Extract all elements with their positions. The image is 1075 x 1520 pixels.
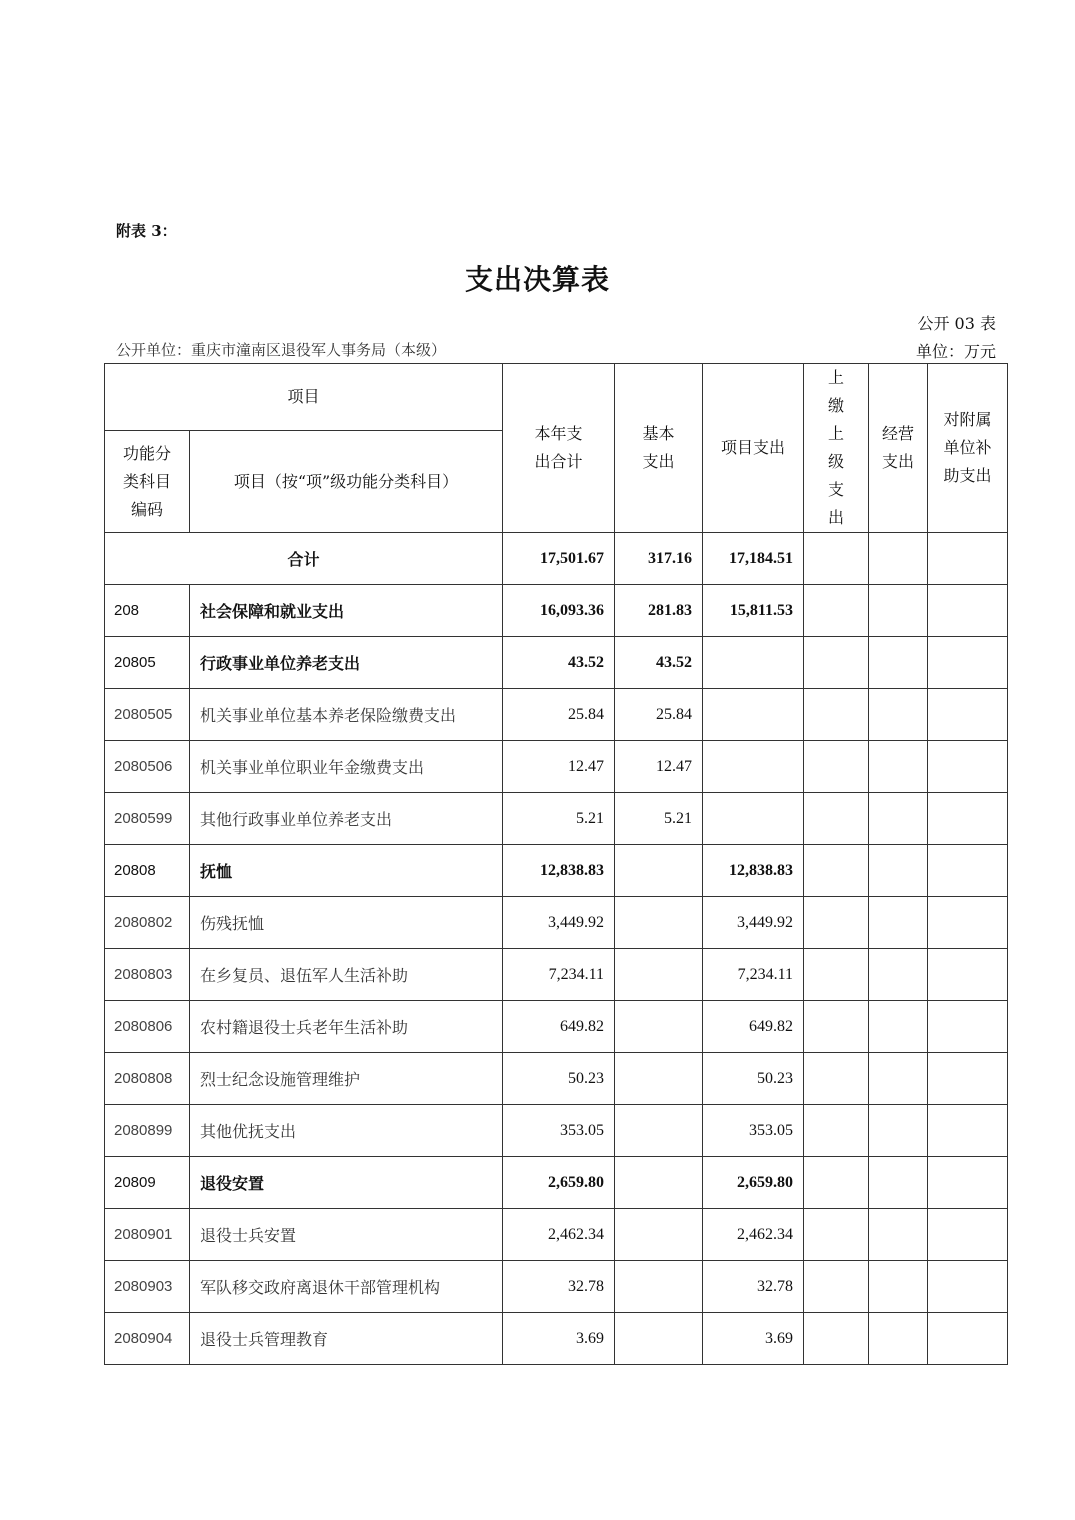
row-name: 社会保障和就业支出 <box>190 585 503 637</box>
row-upper <box>804 741 869 793</box>
row-name: 抚恤 <box>190 845 503 897</box>
row-total: 12.47 <box>503 741 615 793</box>
row-total: 2,462.34 <box>503 1209 615 1261</box>
row-business <box>869 1209 928 1261</box>
row-project: 15,811.53 <box>703 585 804 637</box>
row-project: 50.23 <box>703 1053 804 1105</box>
header-upper: 上缴上级支出 <box>804 364 869 533</box>
row-upper <box>804 585 869 637</box>
total-label: 合计 <box>105 533 503 585</box>
total-row <box>105 533 1008 585</box>
row-total: 353.05 <box>503 1105 615 1157</box>
row-code: 2080904 <box>105 1313 190 1365</box>
table-row <box>105 1209 1008 1261</box>
row-subsidiary <box>928 949 1008 1001</box>
row-project: 2,659.80 <box>703 1157 804 1209</box>
row-basic <box>615 949 703 1001</box>
row-subsidiary <box>928 741 1008 793</box>
row-code: 20809 <box>105 1157 190 1209</box>
header-project: 项目支出 <box>703 364 804 533</box>
row-upper <box>804 1261 869 1313</box>
table-row <box>105 741 1008 793</box>
row-upper <box>804 949 869 1001</box>
total-amount: 17,501.67 <box>503 533 615 585</box>
row-project: 3,449.92 <box>703 897 804 949</box>
table-row <box>105 1053 1008 1105</box>
row-subsidiary <box>928 793 1008 845</box>
row-subsidiary <box>928 1157 1008 1209</box>
table-row <box>105 949 1008 1001</box>
total-basic: 317.16 <box>615 533 703 585</box>
row-subsidiary <box>928 845 1008 897</box>
row-upper <box>804 897 869 949</box>
row-subsidiary <box>928 1001 1008 1053</box>
row-business <box>869 741 928 793</box>
row-name: 其他优抚支出 <box>190 1105 503 1157</box>
row-code: 2080903 <box>105 1261 190 1313</box>
row-project <box>703 689 804 741</box>
row-name: 烈士纪念设施管理维护 <box>190 1053 503 1105</box>
row-subsidiary <box>928 1053 1008 1105</box>
row-basic: 43.52 <box>615 637 703 689</box>
row-code: 2080505 <box>105 689 190 741</box>
row-upper <box>804 637 869 689</box>
table-row <box>105 1001 1008 1053</box>
row-business <box>869 1157 928 1209</box>
row-project <box>703 793 804 845</box>
row-basic <box>615 897 703 949</box>
row-code: 20808 <box>105 845 190 897</box>
table-row <box>105 1105 1008 1157</box>
header-name: 项目（按“项”级功能分类科目） <box>190 431 503 533</box>
table-row <box>105 793 1008 845</box>
row-name: 其他行政事业单位养老支出 <box>190 793 503 845</box>
row-name: 伤残抚恤 <box>190 897 503 949</box>
row-subsidiary <box>928 585 1008 637</box>
row-name: 机关事业单位职业年金缴费支出 <box>190 741 503 793</box>
row-business <box>869 689 928 741</box>
table-row <box>105 1313 1008 1365</box>
row-project: 12,838.83 <box>703 845 804 897</box>
row-upper <box>804 1053 869 1105</box>
row-code: 2080901 <box>105 1209 190 1261</box>
row-subsidiary <box>928 689 1008 741</box>
expenditure-table <box>104 363 1008 1365</box>
row-code: 208 <box>105 585 190 637</box>
row-basic <box>615 1053 703 1105</box>
row-upper <box>804 1209 869 1261</box>
row-total: 25.84 <box>503 689 615 741</box>
row-business <box>869 1001 928 1053</box>
header-business: 经营支出 <box>869 364 928 533</box>
row-name: 退役士兵安置 <box>190 1209 503 1261</box>
row-name: 机关事业单位基本养老保险缴费支出 <box>190 689 503 741</box>
row-project: 649.82 <box>703 1001 804 1053</box>
row-upper <box>804 1313 869 1365</box>
row-code: 2080506 <box>105 741 190 793</box>
row-basic <box>615 1313 703 1365</box>
row-total: 5.21 <box>503 793 615 845</box>
row-business <box>869 897 928 949</box>
row-basic <box>615 1105 703 1157</box>
total-business <box>869 533 928 585</box>
row-basic: 12.47 <box>615 741 703 793</box>
row-total: 50.23 <box>503 1053 615 1105</box>
table-row <box>105 585 1008 637</box>
row-code: 20805 <box>105 637 190 689</box>
row-subsidiary <box>928 897 1008 949</box>
table-row <box>105 1261 1008 1313</box>
row-subsidiary <box>928 637 1008 689</box>
row-basic <box>615 1157 703 1209</box>
row-total: 649.82 <box>503 1001 615 1053</box>
row-business <box>869 1053 928 1105</box>
row-project <box>703 637 804 689</box>
row-project <box>703 741 804 793</box>
row-upper <box>804 1105 869 1157</box>
header-code: 功能分类科目编码 <box>105 431 190 533</box>
row-project: 2,462.34 <box>703 1209 804 1261</box>
row-name: 农村籍退役士兵老年生活补助 <box>190 1001 503 1053</box>
unit-label: 单位：万元 <box>915 342 996 361</box>
total-project: 17,184.51 <box>703 533 804 585</box>
row-subsidiary <box>928 1261 1008 1313</box>
row-basic <box>615 845 703 897</box>
row-business <box>869 793 928 845</box>
header-basic: 基本支出 <box>615 364 703 533</box>
header-subsidiary: 对附属单位补助支出 <box>928 364 1008 533</box>
row-upper <box>804 793 869 845</box>
row-code: 2080806 <box>105 1001 190 1053</box>
table-row <box>105 897 1008 949</box>
row-code: 2080802 <box>105 897 190 949</box>
total-subsidiary <box>928 533 1008 585</box>
row-basic <box>615 1209 703 1261</box>
row-basic: 5.21 <box>615 793 703 845</box>
row-project: 32.78 <box>703 1261 804 1313</box>
row-code: 2080803 <box>105 949 190 1001</box>
reporting-organization: 公开单位：重庆市潼南区退役军人事务局（本级） <box>116 341 447 359</box>
row-total: 7,234.11 <box>503 949 615 1001</box>
row-business <box>869 1313 928 1365</box>
table-row <box>105 845 1008 897</box>
row-name: 退役安置 <box>190 1157 503 1209</box>
row-project: 7,234.11 <box>703 949 804 1001</box>
row-basic: 25.84 <box>615 689 703 741</box>
table-row <box>105 1157 1008 1209</box>
row-code: 2080599 <box>105 793 190 845</box>
row-total: 2,659.80 <box>503 1157 615 1209</box>
header-item: 项目 <box>105 364 503 431</box>
page-title: 支出决算表 <box>464 263 610 296</box>
row-name: 在乡复员、退伍军人生活补助 <box>190 949 503 1001</box>
attachment-label: 附表 3： <box>116 222 177 240</box>
row-project: 353.05 <box>703 1105 804 1157</box>
row-total: 16,093.36 <box>503 585 615 637</box>
row-name: 退役士兵管理教育 <box>190 1313 503 1365</box>
table-row <box>105 637 1008 689</box>
row-project: 3.69 <box>703 1313 804 1365</box>
row-business <box>869 585 928 637</box>
row-code: 2080808 <box>105 1053 190 1105</box>
row-upper <box>804 845 869 897</box>
row-total: 12,838.83 <box>503 845 615 897</box>
row-business <box>869 845 928 897</box>
table-row <box>105 689 1008 741</box>
row-business <box>869 637 928 689</box>
header-total: 本年支出合计 <box>503 364 615 533</box>
row-subsidiary <box>928 1313 1008 1365</box>
row-name: 军队移交政府离退休干部管理机构 <box>190 1261 503 1313</box>
row-total: 3.69 <box>503 1313 615 1365</box>
row-basic <box>615 1001 703 1053</box>
row-upper <box>804 689 869 741</box>
row-basic: 281.83 <box>615 585 703 637</box>
row-total: 32.78 <box>503 1261 615 1313</box>
row-business <box>869 1261 928 1313</box>
row-total: 43.52 <box>503 637 615 689</box>
row-total: 3,449.92 <box>503 897 615 949</box>
row-business <box>869 949 928 1001</box>
row-name: 行政事业单位养老支出 <box>190 637 503 689</box>
row-subsidiary <box>928 1105 1008 1157</box>
row-code: 2080899 <box>105 1105 190 1157</box>
row-upper <box>804 1157 869 1209</box>
row-business <box>869 1105 928 1157</box>
form-number: 公开 03 表 <box>917 314 996 333</box>
row-subsidiary <box>928 1209 1008 1261</box>
row-upper <box>804 1001 869 1053</box>
row-basic <box>615 1261 703 1313</box>
total-upper <box>804 533 869 585</box>
